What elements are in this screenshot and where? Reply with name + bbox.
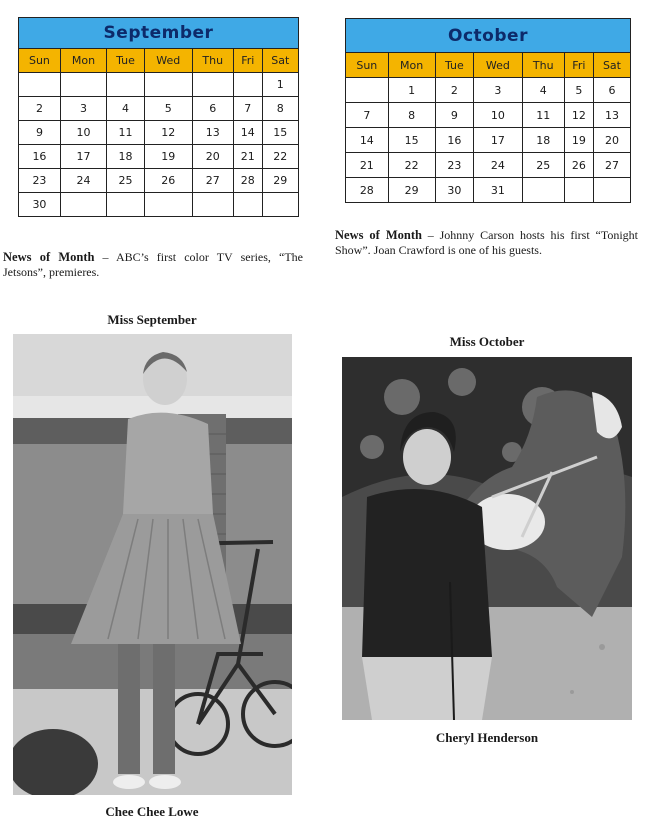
calendar-day-cell: 7 [346,103,389,128]
news-text: – ABC’s first color TV series, “The Jetsons”, premieres. [3,250,304,279]
calendar-day-cell [233,73,262,97]
weekday-label: Sun [19,49,61,73]
calendar-day-cell: 5 [564,78,593,103]
miss-october-caption: Miss October [449,334,525,349]
calendar-day-cell: 1 [262,73,298,97]
calendar-week-row [346,178,631,203]
calendar-day-cell: 15 [388,128,435,153]
weekday-label: Sat [593,53,630,78]
miss-october-name: Cheryl Henderson [435,730,539,745]
weekday-header-row [346,53,631,78]
calendar-day-cell: 18 [522,128,564,153]
calendar-day-cell: 24 [60,169,106,193]
calendar-day-cell: 9 [19,121,61,145]
calendar-day-cell [564,178,593,203]
calendar-day-cell: 21 [346,153,389,178]
calendar-day-cell: 20 [192,145,233,169]
weekday-label: Sat [262,49,298,73]
calendar-day-cell [346,78,389,103]
calendar-week-row [346,103,631,128]
calendar-day-cell: 23 [435,153,473,178]
weekday-label: Mon [60,49,106,73]
miss-september-caption: Miss September [107,312,197,327]
weekday-label: Wed [144,49,192,73]
calendar-day-cell: 29 [262,169,298,193]
calendar-day-cell: 23 [19,169,61,193]
miss-september-name: Chee Chee Lowe [105,804,199,819]
september-calendar [18,17,299,217]
calendar-day-cell: 1 [388,78,435,103]
calendar-day-cell: 13 [593,103,630,128]
weekday-label: Mon [388,53,435,78]
calendar-day-cell: 3 [60,97,106,121]
calendar-day-cell: 14 [346,128,389,153]
calendar-day-cell: 11 [107,121,145,145]
calendar-day-cell: 26 [144,169,192,193]
calendar-week-row [19,145,299,169]
calendar-day-cell [60,73,106,97]
calendar-week-row [19,121,299,145]
calendar-week-row [346,153,631,178]
news-label: News of Month [335,228,422,242]
calendar-month-title: September [19,18,299,49]
calendar-day-cell [593,178,630,203]
calendar-day-cell: 11 [522,103,564,128]
calendar-day-cell: 10 [60,121,106,145]
calendar-day-cell: 8 [262,97,298,121]
calendar-day-cell: 27 [593,153,630,178]
calendar-day-cell [192,73,233,97]
calendar-week-row [346,128,631,153]
calendar-day-cell: 2 [19,97,61,121]
weekday-label: Wed [474,53,523,78]
calendar-day-cell: 9 [435,103,473,128]
weekday-label: Tue [435,53,473,78]
calendar-day-cell: 15 [262,121,298,145]
weekday-label: Fri [233,49,262,73]
calendar-day-cell: 4 [107,97,145,121]
calendar-day-cell: 25 [107,169,145,193]
calendar-day-cell: 12 [144,121,192,145]
calendar-day-cell: 27 [192,169,233,193]
calendar-day-cell: 8 [388,103,435,128]
calendar-week-row [19,73,299,97]
calendar-day-cell: 19 [144,145,192,169]
calendar-day-cell [144,193,192,217]
calendar-day-cell: 28 [346,178,389,203]
weekday-label: Sun [346,53,389,78]
calendar-day-cell: 5 [144,97,192,121]
september-news [3,250,303,280]
calendar-day-cell: 16 [435,128,473,153]
calendar-day-cell [262,193,298,217]
calendar-day-cell: 30 [435,178,473,203]
calendar-day-cell: 31 [474,178,523,203]
calendar-week-row [19,169,299,193]
calendar-day-cell: 7 [233,97,262,121]
calendar-day-cell [144,73,192,97]
calendar-day-cell: 13 [192,121,233,145]
calendar-day-cell [19,73,61,97]
calendar-week-row [19,97,299,121]
calendar-month-title: October [346,19,631,53]
calendar-day-cell: 24 [474,153,523,178]
calendar-day-cell: 10 [474,103,523,128]
calendar-day-cell [522,178,564,203]
weekday-label: Fri [564,53,593,78]
calendar-day-cell: 21 [233,145,262,169]
calendar-day-cell: 16 [19,145,61,169]
calendar-week-row [19,193,299,217]
calendar-day-cell [192,193,233,217]
calendar-week-row [346,78,631,103]
calendar-days [346,78,631,203]
weekday-label: Tue [107,49,145,73]
miss-october-photo [342,357,632,720]
calendar-day-cell: 2 [435,78,473,103]
calendar-day-cell: 22 [262,145,298,169]
october-calendar [345,18,631,203]
calendar-days [19,73,299,217]
miss-september-photo [13,334,292,795]
calendar-day-cell: 25 [522,153,564,178]
calendar-day-cell: 4 [522,78,564,103]
calendar-day-cell: 18 [107,145,145,169]
october-news [335,228,638,258]
calendar-day-cell: 22 [388,153,435,178]
calendar-day-cell: 3 [474,78,523,103]
calendar-day-cell [233,193,262,217]
calendar-day-cell: 12 [564,103,593,128]
news-text: – Johnny Carson hosts his first “Tonight Show”. Joan Crawford is one of his guests. [335,228,638,257]
calendar-day-cell: 26 [564,153,593,178]
weekday-header-row [19,49,299,73]
calendar-day-cell: 19 [564,128,593,153]
weekday-label: Thu [522,53,564,78]
calendar-day-cell: 28 [233,169,262,193]
calendar-day-cell [107,73,145,97]
calendar-day-cell: 20 [593,128,630,153]
news-label: News of Month [3,250,95,264]
calendar-day-cell [107,193,145,217]
weekday-label: Thu [192,49,233,73]
calendar-day-cell: 30 [19,193,61,217]
calendar-day-cell: 14 [233,121,262,145]
calendar-day-cell: 29 [388,178,435,203]
calendar-day-cell [60,193,106,217]
calendar-day-cell: 17 [474,128,523,153]
calendar-day-cell: 6 [593,78,630,103]
calendar-day-cell: 6 [192,97,233,121]
calendar-day-cell: 17 [60,145,106,169]
